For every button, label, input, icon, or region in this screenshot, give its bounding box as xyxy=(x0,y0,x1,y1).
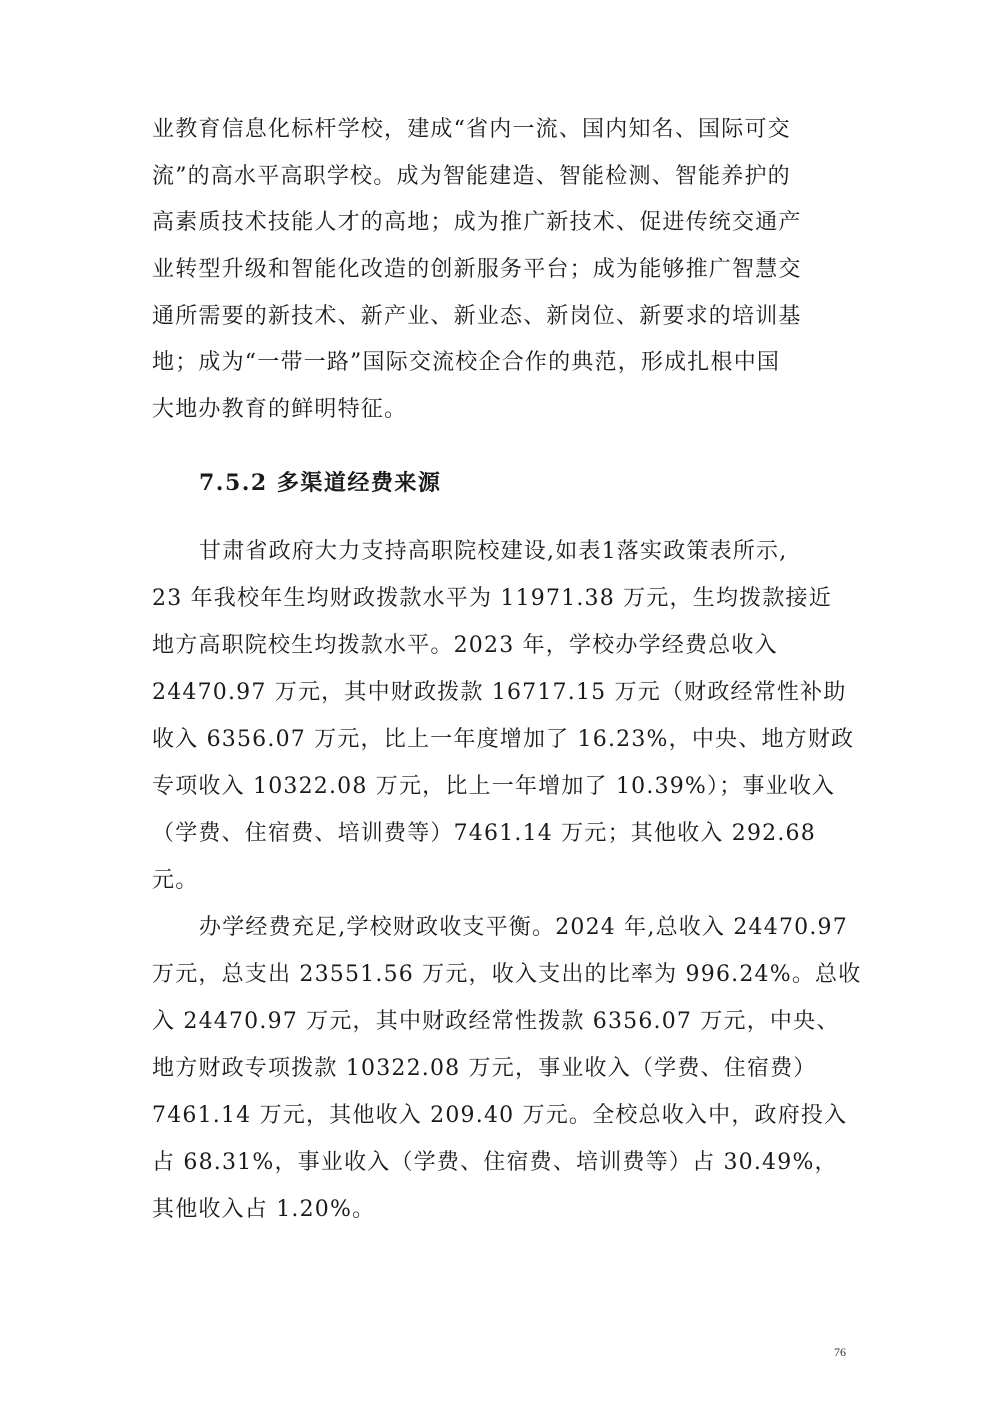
paragraph-line: 通所需要的新技术、新产业、新业态、新岗位、新要求的培训基 xyxy=(152,304,802,329)
paragraph-line: 7461.14 万元，其他收入 209.40 万元。全校总收入中，政府投入 xyxy=(152,1103,848,1128)
section-heading: 7.5.2 多渠道经费来源 xyxy=(199,470,442,496)
paragraph-line: 流”的高水平高职学校。成为智能建造、智能检测、智能养护的 xyxy=(152,164,791,189)
paragraph-line: 业转型升级和智能化改造的创新服务平台；成为能够推广智慧交 xyxy=(152,257,802,282)
paragraph-line: 办学经费充足,学校财政收支平衡。2024 年,总收入 24470.97 xyxy=(199,915,848,940)
paragraph-line: 23 年我校年生均财政拨款水平为 11971.38 万元，生均拨款接近 xyxy=(152,586,832,611)
paragraph-line: 地方高职院校生均拨款水平。2023 年，学校办学经费总收入 xyxy=(152,633,778,658)
paragraph-line: 业教育信息化标杆学校，建成“省内一流、国内知名、国际可交 xyxy=(152,117,791,142)
page-number: 76 xyxy=(834,1345,846,1359)
paragraph-line: 24470.97 万元，其中财政拨款 16717.15 万元（财政经常性补助 xyxy=(152,680,847,705)
paragraph-line: 其他收入占 1.20%。 xyxy=(152,1197,376,1222)
paragraph-line: 元。 xyxy=(152,868,199,893)
paragraph-line: 地方财政专项拨款 10322.08 万元，事业收入（学费、住宿费） xyxy=(152,1056,817,1081)
paragraph-line: 甘肃省政府大力支持高职院校建设,如表1落实政策表所示, xyxy=(199,539,788,564)
paragraph-line: 入 24470.97 万元，其中财政经常性拨款 6356.07 万元，中央、 xyxy=(152,1009,840,1034)
paragraph-line: 万元，总支出 23551.56 万元，收入支出的比率为 996.24%。总收 xyxy=(152,962,862,987)
paragraph-line: （学费、住宿费、培训费等）7461.14 万元；其他收入 292.68 xyxy=(152,821,816,846)
paragraph-line: 占 68.31%，事业收入（学费、住宿费、培训费等）占 30.49%， xyxy=(152,1150,838,1175)
paragraph-line: 专项收入 10322.08 万元，比上一年增加了 10.39%）；事业收入 xyxy=(152,774,836,799)
paragraph-line: 收入 6356.07 万元，比上一年度增加了 16.23%，中央、地方财政 xyxy=(152,727,855,752)
paragraph-line: 地；成为“一带一路”国际交流校企合作的典范，形成扎根中国 xyxy=(152,350,781,375)
paragraph-line: 高素质技术技能人才的高地；成为推广新技术、促进传统交通产 xyxy=(152,210,802,235)
paragraph-line: 大地办教育的鲜明特征。 xyxy=(152,397,408,422)
